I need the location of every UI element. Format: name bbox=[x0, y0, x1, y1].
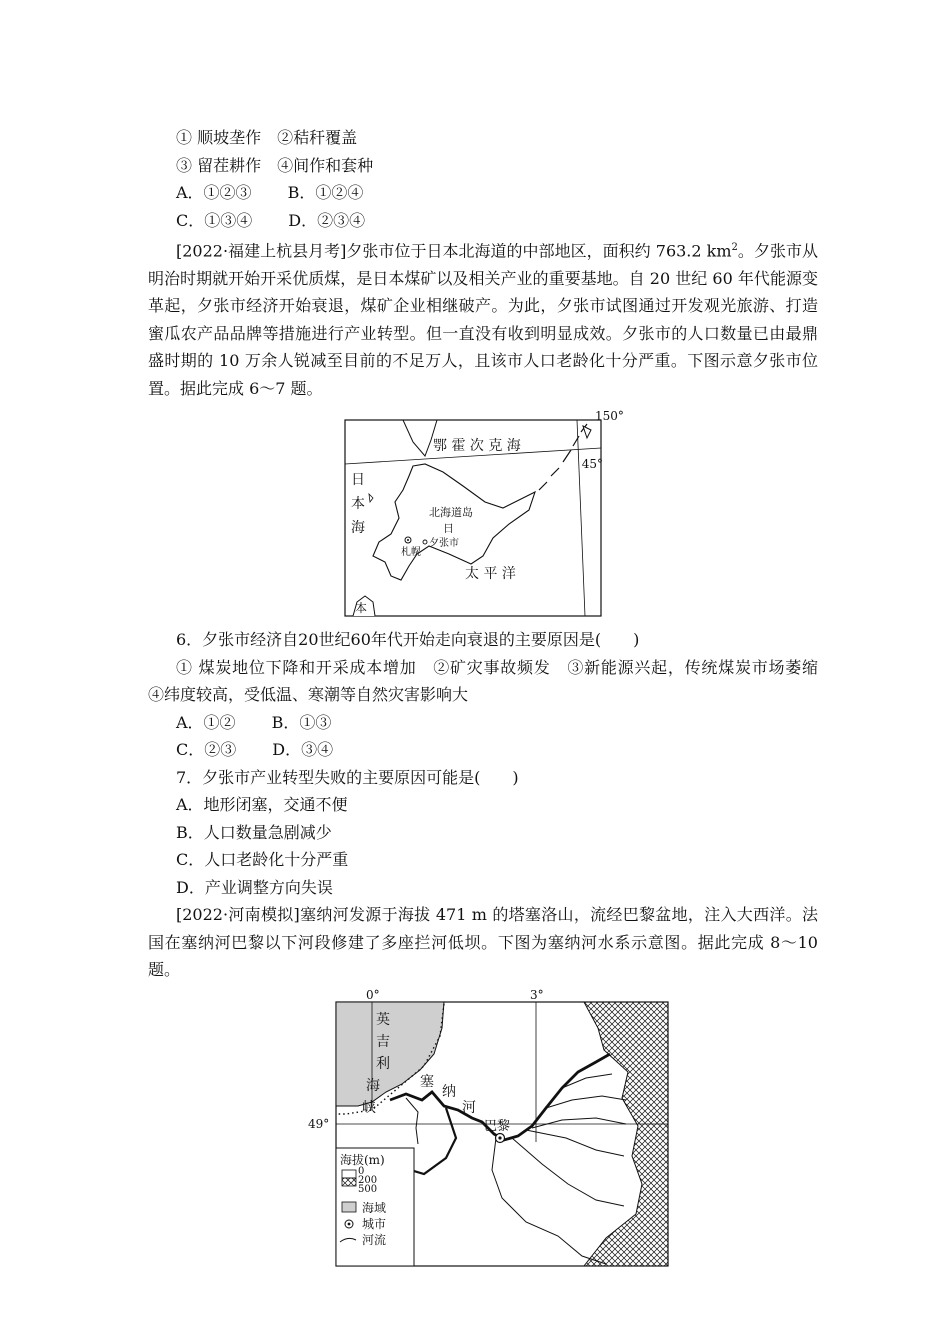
legend-title: 海拔(m) bbox=[340, 1152, 385, 1167]
passage-yubari-sup: 2 bbox=[731, 242, 738, 253]
passage-yubari-part1: [2022·福建上杭县月考]夕张市位于日本北海道的中部地区，面积约 763.2 km bbox=[176, 241, 732, 261]
passage-seine: [2022·河南模拟]塞纳河发源于海拔 471 m 的塔塞洛山，流经巴黎盆地，注入大西洋。法国在塞纳河巴黎以下河段修建了多座拦河低坝。下图为塞纳河水系示意图。据此完成 8～10 题。 bbox=[148, 905, 818, 980]
legend-200: 200 bbox=[358, 1174, 378, 1186]
legend-city: 城市 bbox=[362, 1216, 387, 1231]
strait-char-2: 吉 bbox=[376, 1033, 390, 1050]
map1-lon-label: 150° bbox=[595, 409, 624, 424]
legend-city-dot bbox=[348, 1222, 351, 1225]
q6-items: ① 煤炭地位下降和开采成本增加 ②矿灾事故频发 ③新能源兴起，传统煤炭市场萎缩 ④纬度较高，受低温、寒潮等自然灾害影响大 bbox=[148, 657, 835, 705]
map2-lon3-label: 3° bbox=[530, 987, 544, 1002]
q5-options-row1 bbox=[148, 179, 818, 207]
yubari-marker bbox=[423, 540, 427, 544]
paris-label: 巴黎 bbox=[484, 1118, 511, 1134]
river-char-1: 塞 bbox=[420, 1073, 434, 1090]
sea-japan-char-3: 海 bbox=[351, 520, 365, 537]
sea-japan-char-2: 本 bbox=[351, 496, 365, 513]
q5-items-line2: ③ 留茬耕作 ④间作和套种 bbox=[176, 155, 374, 175]
q6-option-c[interactable]: C．②③ bbox=[176, 740, 237, 760]
q5-option-a[interactable]: A．①②③ bbox=[176, 183, 252, 202]
river-char-3: 河 bbox=[462, 1099, 476, 1116]
strait-char-4: 海 bbox=[366, 1077, 380, 1094]
seine-map bbox=[306, 988, 678, 1272]
legend-swatch-high bbox=[342, 1178, 356, 1186]
q6-option-d[interactable]: D．③④ bbox=[272, 740, 334, 760]
strait-char-1: 英 bbox=[376, 1011, 390, 1028]
q6-options-row2 bbox=[148, 736, 818, 764]
sapporo-label: 札幌 bbox=[401, 547, 421, 559]
hokkaido-label: 北海道岛 bbox=[429, 506, 473, 520]
hokkaido-map bbox=[333, 406, 624, 620]
hokkaido-char: 日 bbox=[443, 522, 454, 536]
sapporo-marker-dot bbox=[407, 539, 409, 541]
river-char-2: 纳 bbox=[442, 1083, 456, 1100]
q5-options-row2 bbox=[148, 207, 818, 235]
sea-okhotsk-label: 鄂 霍 次 克 海 bbox=[433, 438, 521, 455]
q6-option-a[interactable]: A．①② bbox=[176, 712, 236, 732]
legend-swatch-low bbox=[342, 1170, 356, 1178]
legend-river: 河流 bbox=[362, 1232, 387, 1247]
q6-option-b[interactable]: B．①③ bbox=[271, 712, 332, 732]
map2-lat49-label: 49° bbox=[308, 1116, 330, 1131]
sea-japan-char-1: 日 bbox=[351, 472, 365, 489]
paris-marker-dot bbox=[498, 1136, 501, 1139]
passage-yubari-part2: 。夕张市从明治时期就开始开采优质煤，是日本煤矿以及相关产业的重要基地。自 20 世纪 60 年代能源变革起，夕张市经济开始衰退，煤矿企业相继破产。为此，夕张市试图通过开发观光旅游、打造蜜瓜农产品品牌等措施进行产业转型。但一直没有收到明显成效。夕张市的人口数量已由最鼎盛时期的 10 万余人锐减至目前的不足万人，且该市人口老龄化十分严重。下图示意夕张市位置。据此完成 6～7 题。 bbox=[148, 241, 818, 398]
strait-char-3: 利 bbox=[376, 1055, 390, 1072]
pacific-label: 太 平 洋 bbox=[465, 566, 516, 583]
q5-items-line1: ① 顺坡垄作 ②秸秆覆盖 bbox=[176, 128, 358, 147]
map2-lon0-label: 0° bbox=[366, 987, 380, 1002]
q6-options-row1 bbox=[148, 709, 818, 737]
map1-lat-label: 45° bbox=[581, 457, 603, 472]
passage-yubari bbox=[148, 234, 818, 402]
q5-option-b[interactable]: B．①②④ bbox=[287, 183, 364, 202]
hokkaido-map-figure bbox=[333, 406, 624, 620]
legend-swatch-sea bbox=[342, 1202, 356, 1212]
legend-sea: 海域 bbox=[362, 1200, 387, 1215]
seine-map-figure bbox=[306, 988, 678, 1272]
strait-char-5: 峡 bbox=[362, 1099, 376, 1116]
q7-stem: 7．夕张市产业转型失败的主要原因可能是( ) bbox=[176, 767, 519, 787]
q5-option-d[interactable]: D．②③④ bbox=[288, 210, 366, 230]
q5-option-c[interactable]: C．①③④ bbox=[176, 210, 253, 230]
document-page bbox=[148, 124, 835, 1278]
q7-option-b[interactable]: B．人口数量急剧减少 bbox=[176, 822, 332, 842]
q7-option-d[interactable]: D．产业调整方向失误 bbox=[176, 877, 333, 897]
q7-option-c[interactable]: C．人口老龄化十分严重 bbox=[176, 850, 349, 870]
honshu-char: 本 bbox=[355, 601, 368, 616]
legend-500: 500 bbox=[358, 1183, 378, 1195]
yubari-label: 夕张市 bbox=[429, 538, 459, 550]
legend-0: 0 bbox=[358, 1165, 365, 1177]
q7-option-a[interactable]: A．地形闭塞，交通不便 bbox=[176, 795, 348, 815]
q6-stem: 6．夕张市经济自20世纪60年代开始走向衰退的主要原因是( ) bbox=[176, 630, 640, 650]
